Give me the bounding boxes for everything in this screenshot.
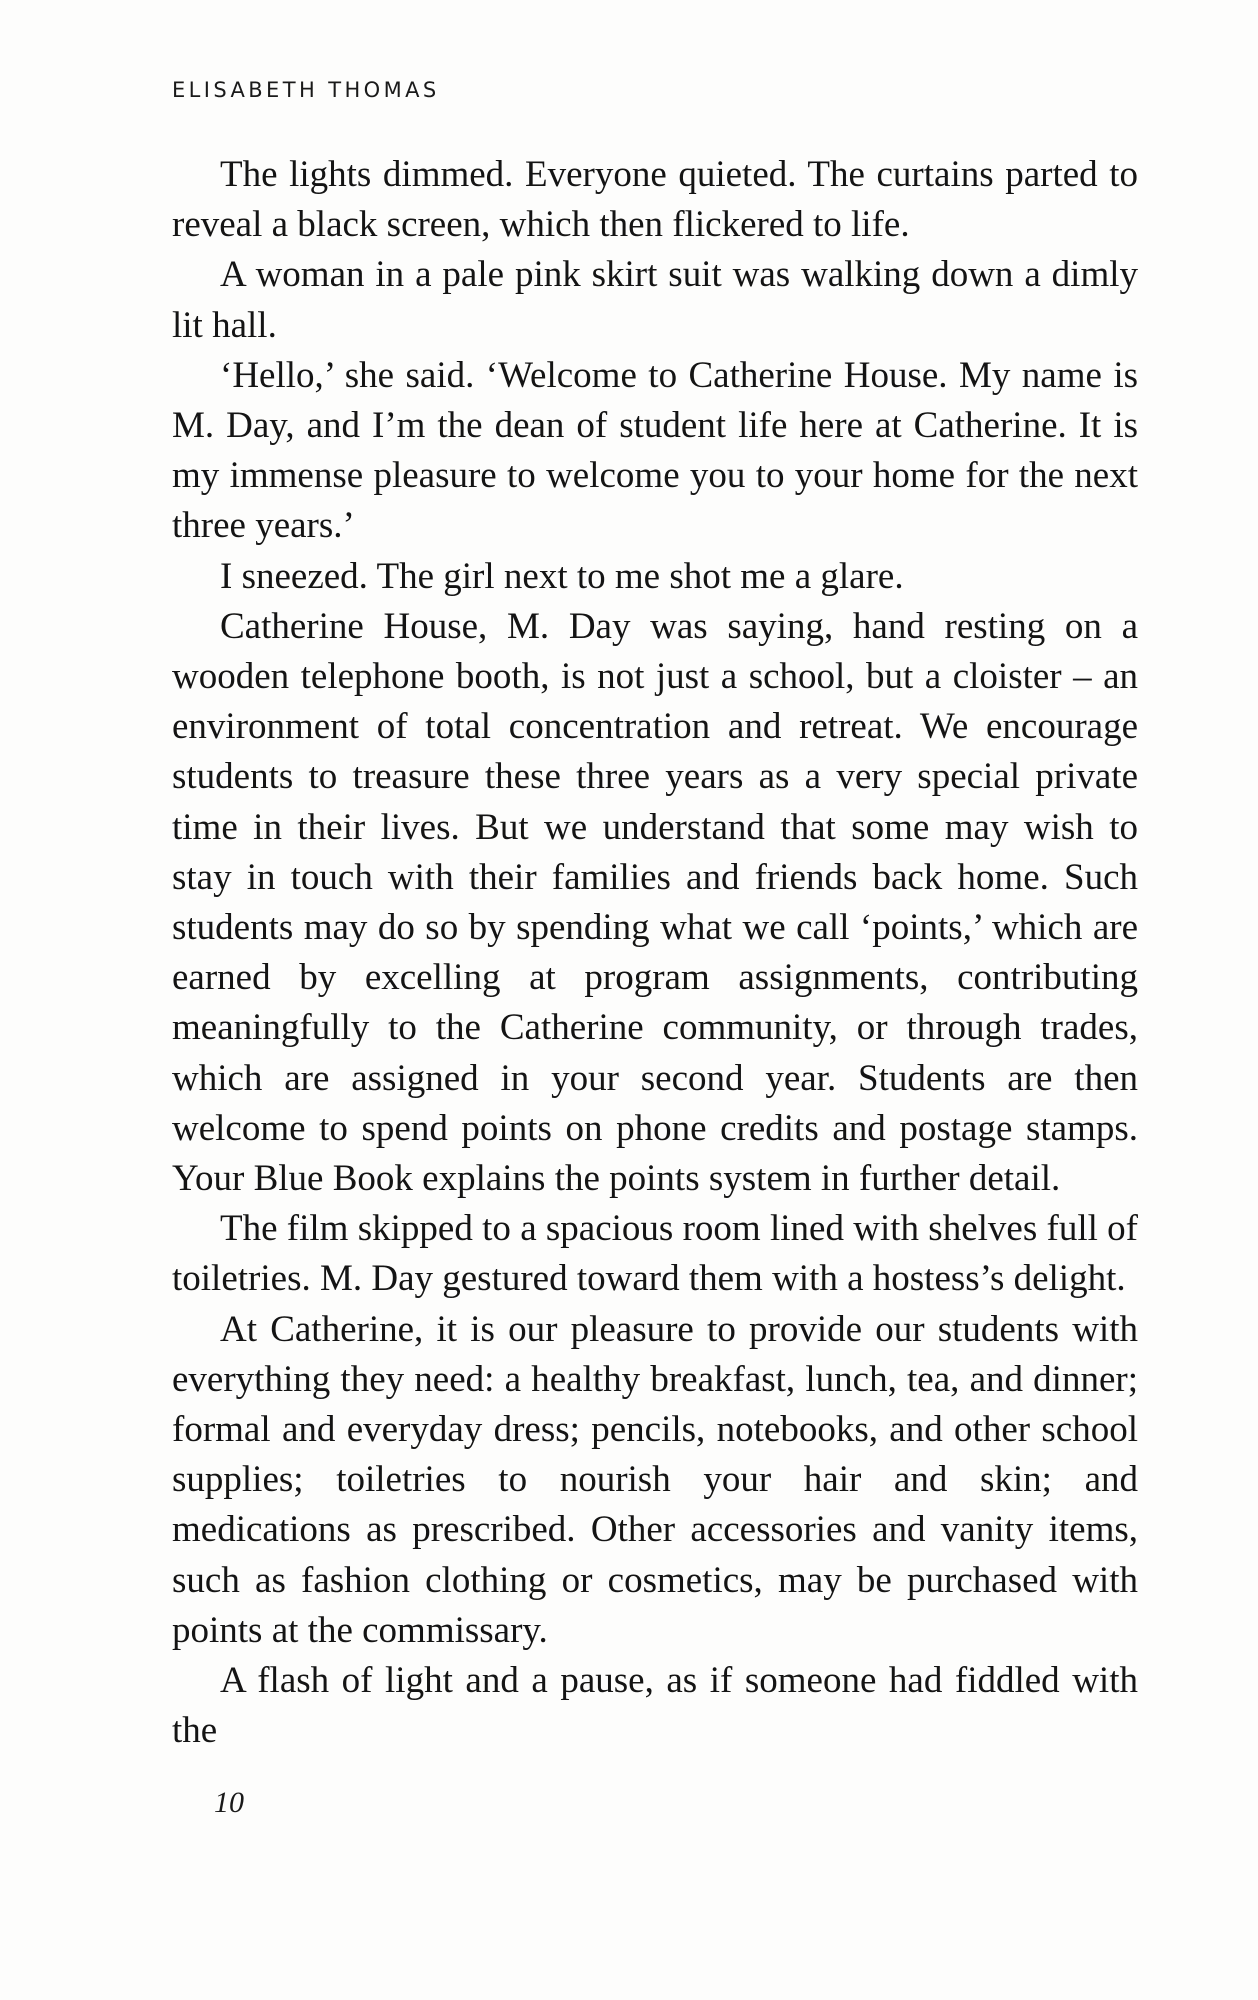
paragraph: Catherine House, M. Day was saying, hand resting on a wooden telephone booth, is not just a school, but a cloister – an environment of total concentration and retreat. We encourage students to treasure these three years as a very special private time in their lives. But we understand that some may wish to stay in touch with their families and friends back home. Such students may do so by spending what we call ‘points,’ which are earned by excelling at program assignments, contributing meaningfully to the Catherine community, or through trades, which are assigned in your second year. Students are then welcome to spend points on phone credits and postage stamps. Your Blue Book explains the points system in further detail. bbox=[172, 605, 1138, 1200]
paragraph: A woman in a pale pink skirt suit was walking down a dimly lit hall. bbox=[172, 254, 1138, 346]
paragraph: ‘Hello,’ she said. ‘Welcome to Catherine House. My name is M. Day, and I’m the dean of student life here at Catherine. It is my immense pleasure to welcome you to your home for the next three years.’ bbox=[172, 354, 1138, 547]
paragraph: The film skipped to a spacious room lined with shelves full of toiletries. M. Day gestured toward them with a hostess’s delight. bbox=[172, 1208, 1138, 1300]
page-number: 10 bbox=[214, 1786, 244, 1819]
running-head-author: ELISABETH THOMAS bbox=[172, 78, 440, 102]
paragraph: I sneezed. The girl next to me shot me a glare. bbox=[220, 555, 904, 597]
body-text bbox=[172, 150, 1138, 1757]
paragraph: At Catherine, it is our pleasure to provide our students with everything they need: a healthy breakfast, lunch, tea, and dinner; formal and everyday dress; pencils, notebooks, and other school supplies; toiletries to nourish your hair and skin; and medications as prescribed. Other accessories and vanity items, such as fashion clothing or cosmetics, may be purchased with points at the commissary. bbox=[172, 1308, 1138, 1651]
paragraph-continued: A flash of light and a pause, as if someone had fiddled with the bbox=[172, 1660, 1138, 1752]
paragraph: The lights dimmed. Everyone quieted. The curtains parted to reveal a black screen, which then flickered to life. bbox=[172, 154, 1138, 246]
